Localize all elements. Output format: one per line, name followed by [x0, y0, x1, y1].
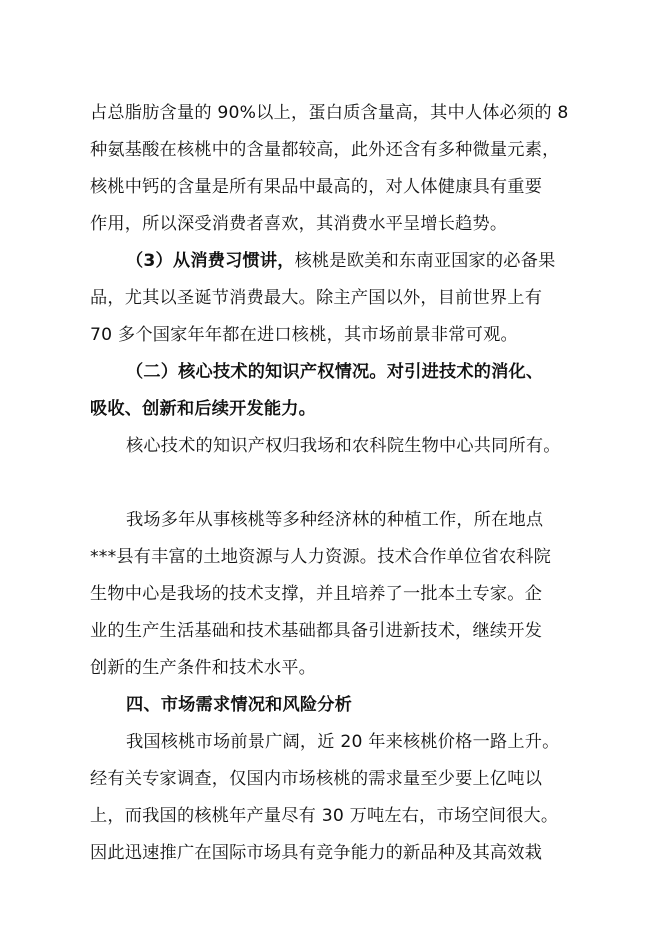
paragraph-4-line-3: 生物中心是我场的技术支撑，并且培养了一批本土专家。企: [90, 584, 543, 604]
section-2-heading-line-1: （二）核心技术的知识产权情况。对引进技术的消化、: [126, 362, 544, 382]
paragraph-1-line-1: 占总脂肪含量的 90%以上，蛋白质含量高，其中人体必须的 8: [90, 103, 569, 123]
consumption-habit-heading: （3）从消费习惯讲，: [126, 251, 295, 271]
paragraph-4-line-5: 创新的生产条件和技术水平。: [90, 658, 317, 678]
section-2-heading-line-2: 吸收、创新和后续开发能力。: [90, 399, 317, 419]
paragraph-1-line-3: 核桃中钙的含量是所有果品中最高的，对人体健康具有重要: [90, 177, 543, 197]
paragraph-4-line-2: ***县有丰富的土地资源与人力资源。技术合作单位省农科院: [90, 547, 552, 567]
paragraph-2-line-2: 品，尤其以圣诞节消费最大。除主产国以外，目前世界上有: [90, 288, 543, 308]
paragraph-3-line-1: 核心技术的知识产权归我场和农科院生物中心共同所有。: [126, 436, 561, 456]
paragraph-5-line-3: 上，而我国的核桃年产量尽有 30 万吨左右，市场空间很大。: [90, 806, 559, 826]
paragraph-4-line-1: 我场多年从事核桃等多种经济林的种植工作，所在地点: [126, 510, 544, 530]
section-4-heading: 四、市场需求情况和风险分析: [126, 695, 353, 715]
paragraph-4-line-4: 业的生产生活基础和技术基础都具备引进新技术，继续开发: [90, 621, 543, 641]
paragraph-1-line-2: 种氨基酸在核桃中的含量都较高，此外还含有多种微量元素，: [90, 140, 560, 160]
paragraph-5-line-1: 我国核桃市场前景广阔，近 20 年来核桃价格一路上升。: [126, 732, 560, 752]
paragraph-5-line-4: 因此迅速推广在国际市场具有竞争能力的新品种及其高效栽: [90, 843, 543, 863]
paragraph-2-line-1-rest: 核桃是欧美和东南亚国家的必备果: [294, 251, 556, 271]
paragraph-2-line-1: [126, 250, 555, 272]
paragraph-1-line-4: 作用，所以深受消费者喜欢，其消费水平呈增长趋势。: [90, 214, 508, 234]
paragraph-2-line-3: 70 多个国家年年都在进口核桃，其市场前景非常可观。: [90, 325, 518, 345]
paragraph-5-line-2: 经有关专家调查，仅国内市场核桃的需求量至少要上亿吨以: [90, 769, 543, 789]
